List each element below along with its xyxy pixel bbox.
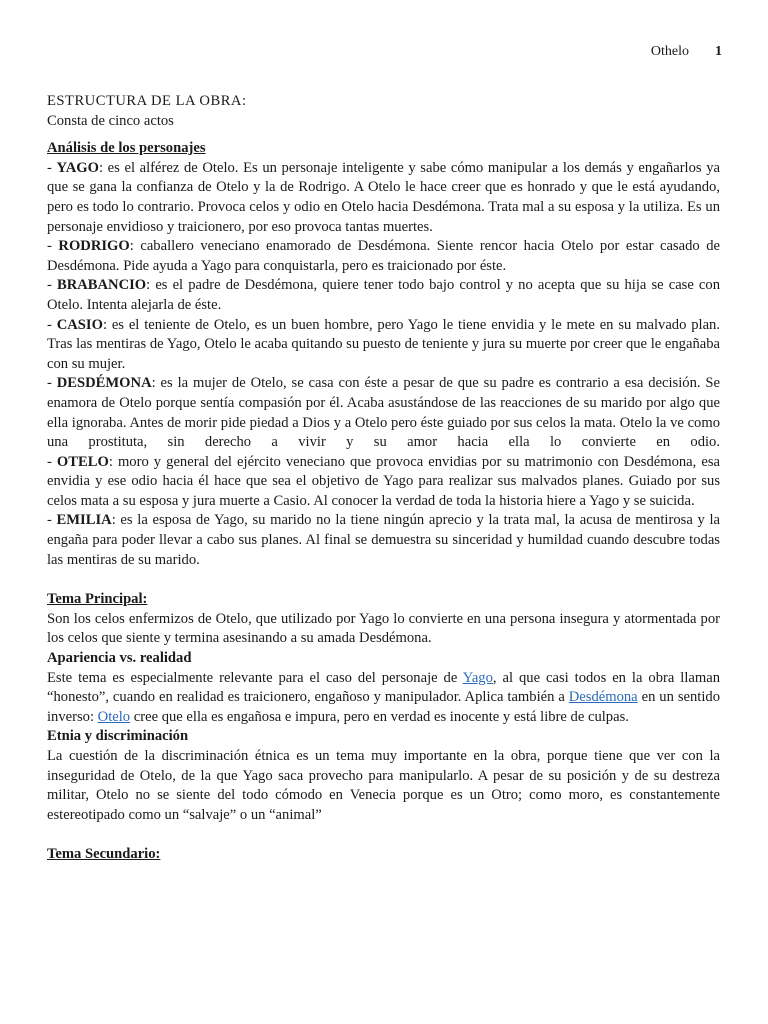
- link-desdemona[interactable]: Desdémona: [568, 689, 638, 706]
- main-theme-text: Son los celos enfermizos de Otelo, que utilizado por Yago lo convierte en una persona insegura y atormentada por los celos que siente y termina asesinando a su amada Desdémona.: [47, 610, 720, 647]
- character-name: OTELO: [56, 453, 109, 470]
- appearance-heading: Apariencia vs. realidad: [47, 650, 192, 667]
- character-desdemona: - DESDÉMONA: es la mujer de Otelo, se casa con éste a pesar de que su padre es contrario a esa decisión. Se enamora de Otelo porque sentía compasión por él. Acaba asustándose de las reacciones de su marido por algo que ella ignoraba. Antes de morir pide piedad a Dios y a Otelo pero éste guiado por sus celos la mata. Otelo la ve como una prostituta, sin derecho a vivir y su amor hacia ella lo convierte en odio.: [47, 375, 721, 451]
- character-description: : es el padre de Desdémona, quiere tener todo bajo control y no acepta que su hija se case con Otelo. Intenta alejarla de éste.: [47, 277, 720, 313]
- ethnicity-text: La cuestión de la discriminación étnica es un tema muy importante en la obra, porque tiene que ver con la inseguridad de Otelo, de la que Yago saca provecho para manipularlo. A pesar de su posición y de su destreza militar, Otelo no se siente del todo cómodo en Venecia porque es un Otro; como moro, es constantemente estereotipado como un “salvaje” o un “animal”: [47, 748, 720, 823]
- structure-subtitle: Consta de cinco actos: [47, 112, 174, 129]
- character-description: : caballero veneciano enamorado de Desdémona. Siente rencor hacia Otelo por estar casado de Desdémona. Pide ayuda a Yago para conquistarla, pero es traicionado por éste.: [47, 238, 720, 274]
- character-rodrigo: - RODRIGO: caballero veneciano enamorado de Desdémona. Siente rencor hacia Otelo por estar casado de Desdémona. Pide ayuda a Yago para conquistarla, pero es traicionado por éste.: [47, 238, 720, 274]
- link-otelo[interactable]: Otelo: [97, 708, 131, 725]
- page-number: 1: [715, 44, 722, 59]
- character-name: DESDÉMONA: [56, 375, 152, 392]
- character-brabancio: - BRABANCIO: es el padre de Desdémona, quiere tener todo bajo control y no acepta que su hija se case con Otelo. Intenta alejarla de éste.: [47, 277, 720, 313]
- structure-title: ESTRUCTURA DE LA OBRA:: [47, 93, 247, 109]
- character-casio: - CASIO: es el teniente de Otelo, es un buen hombre, pero Yago le tiene envidia y le mete en su malvado plan. Tras las mentiras de Yago, Otelo le acaba quitando su puesto de teniente y jura su muerte por creer que le engañaba con su mujer.: [47, 316, 720, 372]
- ethnicity-heading: Etnia y discriminación: [47, 728, 189, 745]
- character-name: YAGO: [56, 159, 99, 176]
- header-title: Othelo: [650, 44, 689, 59]
- appearance-text: Este tema es especialmente relevante para el caso del personaje de Yago, al que casi todos en la obra llaman “honesto”, cuando en realidad es traicionero, engañoso y manipulador. Aplica también a Desdémona en un sentido inverso: Otelo cree que ella es engañosa e impura, pero en verdad es inocente y está libre de culpas.: [47, 669, 720, 725]
- character-description: : es la esposa de Yago, su marido no la tiene ningún aprecio y la trata mal, la acusa de mentirosa y la engaña para poder llevar a cabo sus planes. Al final se demuestra su sinceridad y humildad cuando descubre todas las mentiras de su marido.: [47, 512, 720, 568]
- character-otelo: - OTELO: moro y general del ejército veneciano que provoca envidias por su matrimonio con Desdémona, esa envidia y ese odio hacia él hace que sea el objetivo de Yago para realizar sus malvados planes. Guiado por sus celos mata a su esposa y jura muerte a Casio. Al conocer la verdad de toda la historia hiere a Yago y se suicida.: [47, 453, 720, 509]
- characters-heading: Análisis de los personajes: [47, 140, 206, 157]
- character-description: : es el teniente de Otelo, es un buen hombre, pero Yago le tiene envidia y le mete en su malvado plan. Tras las mentiras de Yago, Otelo le acaba quitando su puesto de teniente y jura su muerte por creer que le engañaba con su mujer.: [47, 316, 720, 372]
- character-description: : moro y general del ejército veneciano que provoca envidias por su matrimonio con Desdémona, esa envidia y ese odio hacia él hace que sea el objetivo de Yago para realizar sus malvados planes. Guiado por sus celos mata a su esposa y jura muerte a Casio. Al conocer la verdad de toda la historia hiere a Yago y se suicida.: [47, 453, 720, 509]
- character-name: CASIO: [56, 316, 103, 333]
- character-yago: - YAGO: es el alférez de Otelo. Es un personaje inteligente y sabe cómo manipular a los demás y engañarlos ya que se gana la confianza de Otelo y la de Rodrigo. A Otelo le hace creer que es honrado y que le está ayudando, pero es todo lo contrario. Provoca celos y odio en Otelo hacia Desdémona. Trata mal a su esposa y la utiliza. Es un personaje envidioso y traicionero, por eso provoca tantas muertes.: [47, 159, 721, 235]
- link-yago[interactable]: Yago: [462, 669, 493, 686]
- character-name: BRABANCIO: [56, 277, 147, 294]
- character-description: : es la mujer de Otelo, se casa con éste a pesar de que su padre es contrario a esa decisión. Se enamora de Otelo porque sentía compasión por él. Acaba asustándose de las reacciones de su marido por algo que ella ignoraba. Antes de morir pide piedad a Dios y a Otelo pero éste guiado por sus celos la mata. Otelo la ve como una prostituta, sin derecho a vivir y su amor hacia ella lo convierte en odio.: [47, 375, 721, 451]
- character-description: : es el alférez de Otelo. Es un personaje inteligente y sabe cómo manipular a los demás y engañarlos ya que se gana la confianza de Otelo y la de Rodrigo. A Otelo le hace creer que es honrado y que le está ayudando, pero es todo lo contrario. Provoca celos y odio en Otelo hacia Desdémona. Trata mal a su esposa y la utiliza. Es un personaje envidioso y traicionero, por eso provoca tantas muertes.: [47, 159, 721, 235]
- page-header: [651, 44, 722, 60]
- character-emilia: - EMILIA: es la esposa de Yago, su marido no la tiene ningún aprecio y la trata mal, la acusa de mentirosa y la engaña para poder llevar a cabo sus planes. Al final se demuestra su sinceridad y humildad cuando descubre todas las mentiras de su marido.: [47, 512, 720, 568]
- document-body: [47, 92, 720, 865]
- secondary-theme-heading: Tema Secundario:: [47, 846, 161, 863]
- character-name: EMILIA: [56, 512, 112, 529]
- main-theme-heading: Tema Principal:: [47, 591, 148, 608]
- character-name: RODRIGO: [58, 238, 130, 255]
